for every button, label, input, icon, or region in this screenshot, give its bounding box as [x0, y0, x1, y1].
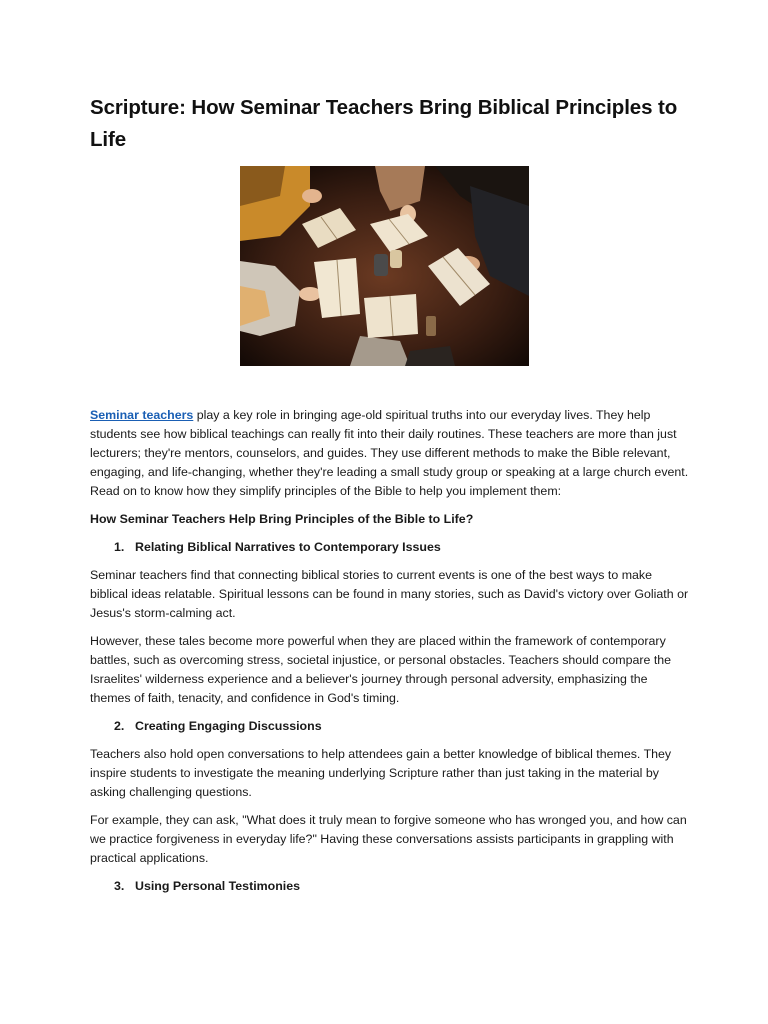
section-heading-text: Creating Engaging Discussions [135, 719, 322, 733]
list-number: 3. [114, 879, 125, 893]
section-subheading: How Seminar Teachers Help Bring Principles of the Bible to Life? [90, 512, 474, 526]
intro-paragraph [90, 406, 690, 501]
section-heading [90, 538, 690, 557]
section-heading [90, 717, 690, 736]
section-3 [90, 877, 690, 896]
paragraph: Teachers also hold open conversations to help attendees gain a better knowledge of biblical themes. They inspire students to investigate the meaning underlying Scripture rather than just taking in the material by asking challenging questions. [90, 747, 672, 799]
section-heading [90, 877, 690, 896]
article-body [90, 406, 690, 896]
section-heading-text: Using Personal Testimonies [135, 879, 301, 893]
paragraph: For example, they can ask, "What does it truly mean to forgive someone who has wronged you, and how can we practice forgiveness in everyday life?" Having these conversations assists participants in grappling with practical applications. [90, 813, 687, 865]
page-title: Scripture: How Seminar Teachers Bring Biblical Principles to Life [90, 96, 678, 151]
section-2 [90, 717, 690, 868]
paragraph: However, these tales become more powerful when they are placed within the framework of contemporary battles, such as overcoming stress, societal injustice, or personal obstacles. Teachers should compare the Israelites' wilderness experience and a believer's journey through personal adversity, emphasizing the themes of faith, tenacity, and confidence in God's timing. [90, 634, 672, 705]
list-number: 2. [114, 719, 125, 733]
list-number: 1. [114, 540, 125, 554]
seminar-teachers-link[interactable]: Seminar teachers [90, 408, 194, 422]
paragraph: Seminar teachers find that connecting biblical stories to current events is one of the best ways to make biblical ideas relatable. Spiritual lessons can be found in many stories, such as David's victory over Goliath or Jesus's storm-calming act. [90, 568, 689, 620]
section-1 [90, 538, 690, 708]
hero-image [240, 166, 529, 366]
document-page [90, 92, 690, 905]
bible-study-photo [240, 166, 529, 366]
intro-text: play a key role in bringing age-old spiritual truths into our everyday lives. They help students see how biblical teachings can really fit into their daily routines. These teachers are more than just lecturers; they're mentors, counselors, and guides. They use different methods to make the Bible relevant, engaging, and life-changing, whether they're leading a small study group or speaking at a large church event. Read on to know how they simplify principles of the Bible to help you implement them: [90, 408, 689, 498]
section-heading-text: Relating Biblical Narratives to Contemporary Issues [135, 540, 441, 554]
